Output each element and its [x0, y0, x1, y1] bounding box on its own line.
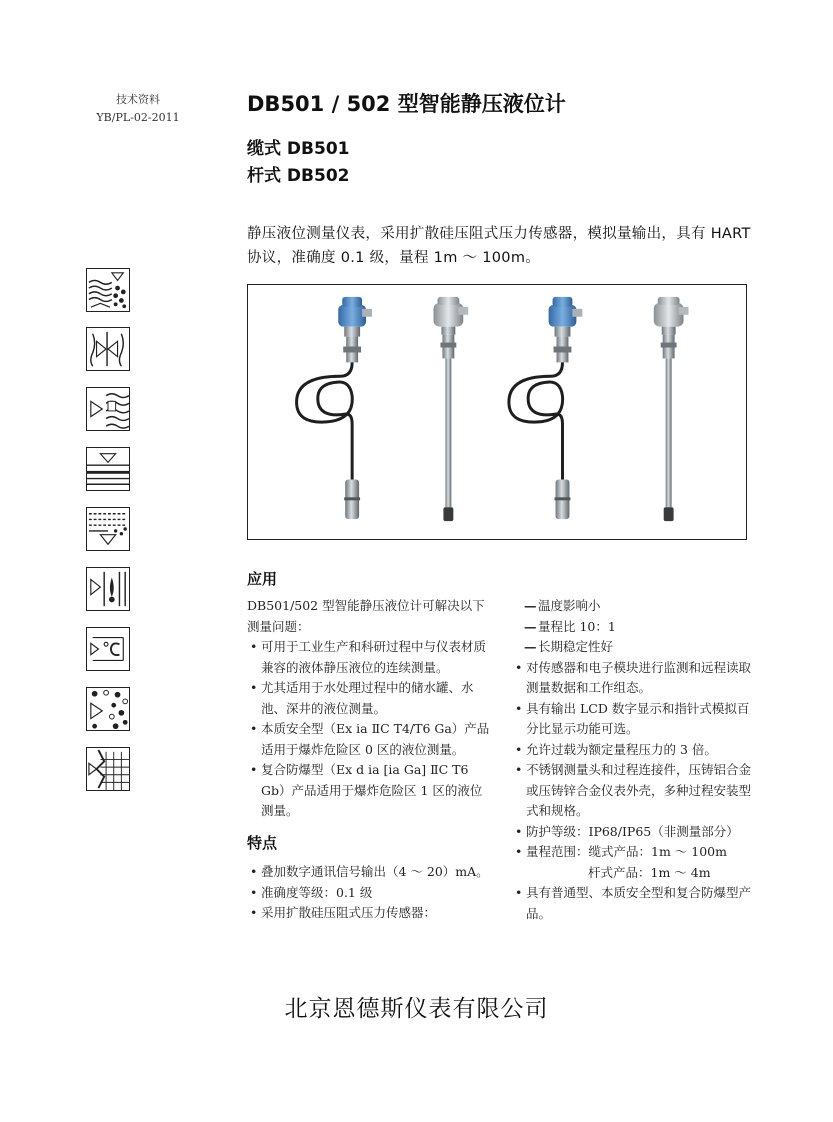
flow-valve-icon: [86, 327, 130, 371]
dash-item: — 长期稳定性好: [524, 639, 614, 654]
right-column: [512, 596, 752, 924]
solids-icon: [86, 687, 130, 731]
list-item: • 本质安全型（Ex ia ⅡC T4/T6 Ga）产品适用于爆炸危险区 0 区的液位测量。: [250, 721, 490, 757]
list-item: • 尤其适用于水处理过程中的储水罐、水池、深井的液位测量。: [250, 680, 474, 716]
features-list: [247, 862, 492, 924]
device-rod-grey-2: [654, 297, 689, 521]
left-column: [247, 596, 492, 822]
page-title: DB501 / 502 型智能静压液位计: [247, 92, 566, 116]
company-name: 北京恩德斯仪表有限公司: [284, 996, 549, 1022]
application-heading: 应用: [247, 570, 278, 588]
subtitle-cable: 缆式 DB501: [247, 139, 350, 159]
sensor-tank-icon: [86, 567, 130, 611]
interface-level-icon: [86, 447, 130, 491]
list-item: • 采用扩散硅压阻式压力传感器：: [250, 905, 437, 920]
doc-meta: [88, 91, 188, 127]
list-item: • 可用于工业生产和科研过程中与仪表材质兼容的液体静压液位的连续测量。: [250, 639, 487, 675]
foam-level-icon: [86, 507, 130, 551]
list-item: • 允许过载为额定量程压力的 3 倍。: [515, 741, 717, 757]
list-item: • 对传感器和电子模块进行监测和远程读取测量数据和工作组态。: [515, 659, 752, 695]
list-item: • 复合防爆型（Ex d ia [ia Ga] ⅡC T6 Gb）产品适用于爆炸危险区 1 区的液位测量。: [250, 762, 483, 818]
doc-type: 技术资料: [116, 93, 160, 106]
list-item: • 具有普通型、本质安全型和复合防爆型产品。: [515, 885, 752, 921]
dash-item: — 温度影响小: [524, 598, 601, 613]
range-item: • 量程范围：缆式产品：1m ～ 100m: [515, 844, 727, 859]
waves-level-icon: [86, 268, 130, 312]
device-cable-blue: [297, 297, 372, 519]
wavy-tank-icon: [86, 387, 130, 431]
list-item: • 不锈钢测量头和过程连接件，压铸铝合金或压铸锌合金仪表外壳，多种过程安装型式和规格。: [515, 762, 752, 818]
list-item: • 具有输出 LCD 数字显示和指针式模拟百分比显示功能可选。: [515, 700, 750, 736]
grid-level-icon: [86, 747, 130, 791]
range-item-rod: 杆式产品：1m ～ 4m: [588, 864, 711, 880]
dash-item: — 量程比 10：1: [524, 618, 616, 634]
list-item: • 叠加数字通讯信号输出（4 ～ 20）mA。: [250, 864, 489, 879]
list-item: • 防护等级：IP68/IP65（非测量部分）: [515, 823, 739, 839]
application-lead: DB501/502 型智能静压液位计可解决以下测量问题：: [247, 598, 485, 634]
product-illustration: [248, 285, 746, 539]
device-rod-grey: [434, 297, 469, 521]
product-photo: [247, 284, 747, 540]
list-item: • 准确度等级：0.1 级: [250, 884, 373, 900]
device-cable-blue-2: [509, 297, 582, 519]
features-heading: 特点: [247, 834, 278, 852]
intro-text: 静压液位测量仪表，采用扩散硅压阻式压力传感器，模拟量输出，具有 HART 协议，准确度 0.1 级，量程 1m ～ 100m。: [247, 226, 751, 266]
doc-number: YB/PL-02-2011: [96, 111, 180, 124]
temperature-icon: [86, 627, 130, 671]
subtitle-rod: 杆式 DB502: [247, 166, 350, 186]
